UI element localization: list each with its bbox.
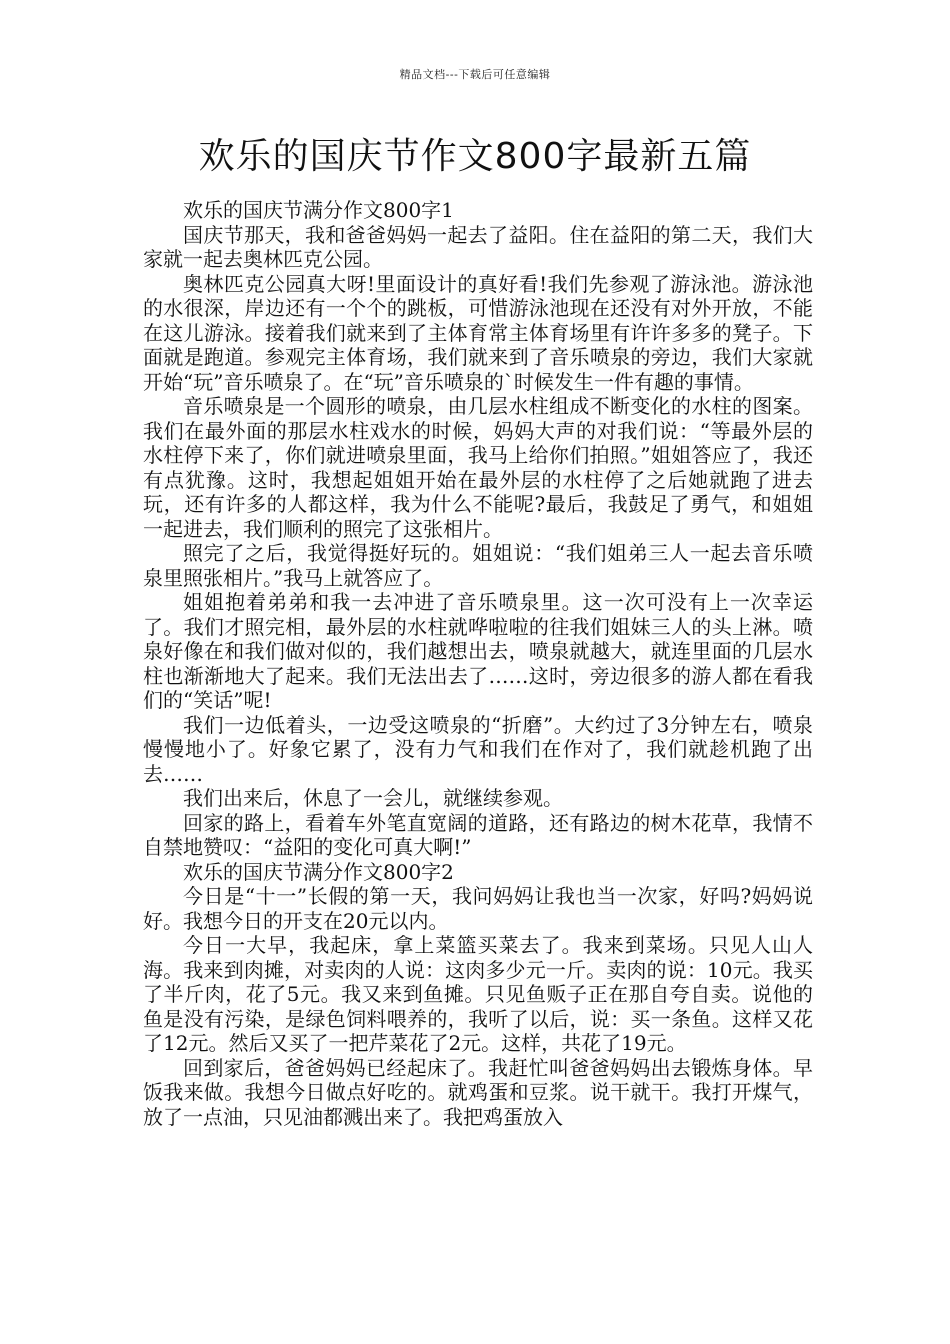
paragraph: 我们出来后，休息了一会儿，就继续参观。 <box>183 786 563 810</box>
paragraph: 国庆节那天，我和爸爸妈妈一起去了益阳。住在益阳的第二天，我们大家就一起去奥林匹克公园。 <box>143 222 813 271</box>
paragraph: 回家的路上，看着车外笔直宽阔的道路，还有路边的树木花草，我情不自禁地赞叹：“益阳的变化可真大啊!” <box>143 810 813 859</box>
section-heading: 欢乐的国庆节满分作文800字1 <box>183 198 454 222</box>
paragraph: 姐姐抱着弟弟和我一去冲进了音乐喷泉里。这一次可没有上一次幸运了。我们才照完相，最外层的水柱就哗啦啦的往我们姐妹三人的头上淋。喷泉好像在和我们做对似的，我们越想出去，喷泉就越大，就连里面的几层水柱也渐渐地大了起来。我们无法出去了……这时，旁边很多的游人都在看我们的“笑话”呢! <box>143 590 813 712</box>
document-body <box>143 198 813 1129</box>
paragraph: 照完了之后，我觉得挺好玩的。姐姐说：“我们姐弟三人一起去音乐喷泉里照张相片。”我马上就答应了。 <box>143 541 813 590</box>
paragraph: 奥林匹克公园真大呀!里面设计的真好看!我们先参观了游泳池。游泳池的水很深，岸边还有一个个的跳板，可惜游泳池现在还没有对外开放，不能在这儿游泳。接着我们就来到了主体育常主体育场里有许许多多的凳子。下面就是跑道。参观完主体育场，我们就来到了音乐喷泉的旁边，我们大家就开始“玩”音乐喷泉了。在“玩”音乐喷泉的`时候发生一件有趣的事情。 <box>143 271 813 394</box>
document-title: 欢乐的国庆节作文800字最新五篇 <box>198 136 752 177</box>
paragraph: 回到家后，爸爸妈妈已经起床了。我赶忙叫爸爸妈妈出去锻炼身体。早饭我来做。我想今日做点好吃的。就鸡蛋和豆浆。说干就干。我打开煤气，放了一点油，只见油都溅出来了。我把鸡蛋放入 <box>143 1055 813 1129</box>
section-heading: 欢乐的国庆节满分作文800字2 <box>183 859 454 884</box>
paragraph: 音乐喷泉是一个圆形的喷泉，由几层水柱组成不断变化的水柱的图案。我们在最外面的那层水柱戏水的时候，妈妈大声的对我们说：“等最外层的水柱停下来了，你们就进喷泉里面，我马上给你们拍照。”姐姐答应了，我还有点犹豫。这时，我想起姐姐开始在最外层的水柱停了之后她就跑了进去玩，还有许多的人都这样，我为什么不能呢?最后，我鼓足了勇气，和姐姐一起进去，我们顺利的照完了这张相片。 <box>143 394 813 541</box>
paragraph: 今日是“十一”长假的第一天，我问妈妈让我也当一次家，好吗?妈妈说好。我想今日的开支在20元以内。 <box>143 884 813 933</box>
header-note: 精品文档---下载后可任意编辑 <box>399 68 551 81</box>
paragraph: 我们一边低着头，一边受这喷泉的“折磨”。大约过了3分钟左右，喷泉慢慢地小了。好象它累了，没有力气和我们在作对了，我们就趁机跑了出去…… <box>143 712 813 786</box>
paragraph: 今日一大早，我起床，拿上菜篮买菜去了。我来到菜场。只见人山人海。我来到肉摊，对卖肉的人说：这肉多少元一斤。卖肉的说：10元。我买了半斤肉，花了5元。我又来到鱼摊。只见鱼贩子正在那自夸自卖。说他的鱼是没有污染，是绿色饲料喂养的，我听了以后，说：买一条鱼。这样又花了12元。然后又买了一把芹菜花了2元。这样，共花了19元。 <box>143 933 813 1055</box>
